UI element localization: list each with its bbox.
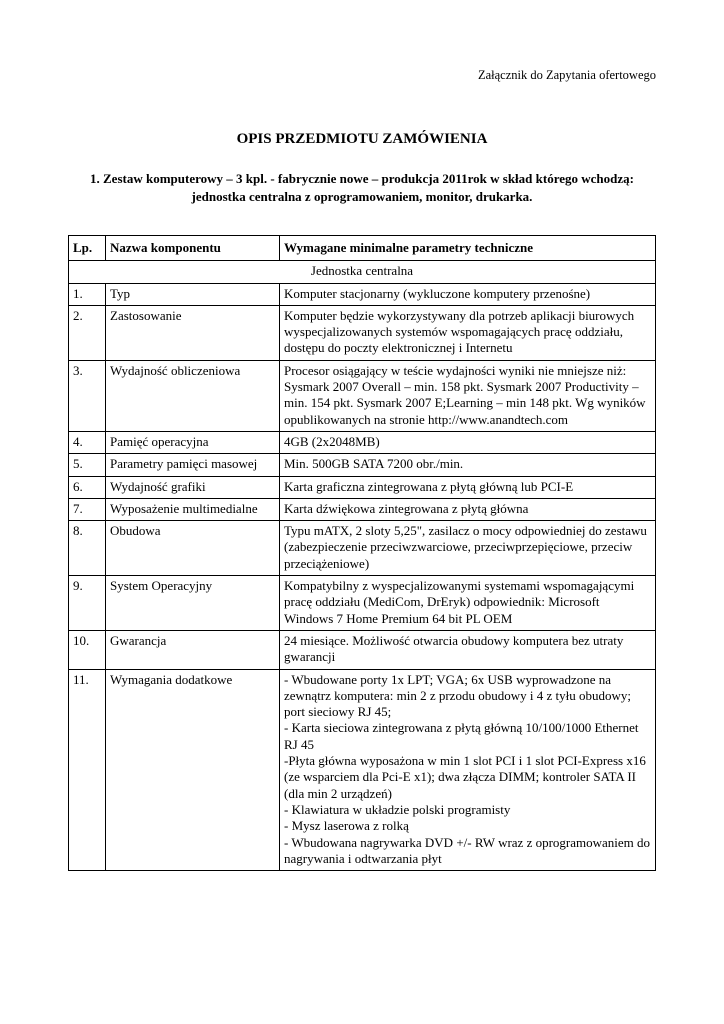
table-row [69, 498, 656, 520]
header-params: Wymagane minimalne parametry techniczne [280, 236, 656, 261]
table-row [69, 283, 656, 305]
spec-table [68, 235, 656, 871]
cell-name: Wymagania dodatkowe [106, 669, 280, 871]
cell-params: Typu mATX, 2 sloty 5,25", zasilacz o mocy odpowiedniej do zestawu (zabezpieczenie przeciwzwarciowe, przeciwprzepięciowe, przeciw przeciążeniowe) [280, 521, 656, 576]
section-title: Jednostka centralna [69, 261, 656, 283]
cell-lp: 10. [69, 630, 106, 669]
cell-lp: 5. [69, 454, 106, 476]
cell-params: Komputer stacjonarny (wykluczone komputery przenośne) [280, 283, 656, 305]
table-row [69, 630, 656, 669]
cell-name: System Operacyjny [106, 576, 280, 631]
cell-params: Karta graficzna zintegrowana z płytą główną lub PCI-E [280, 476, 656, 498]
cell-lp: 7. [69, 498, 106, 520]
cell-name: Parametry pamięci masowej [106, 454, 280, 476]
table-row [69, 476, 656, 498]
cell-name: Wyposażenie multimedialne [106, 498, 280, 520]
cell-name: Wydajność grafiki [106, 476, 280, 498]
cell-params: 24 miesiące. Możliwość otwarcia obudowy komputera bez utraty gwarancji [280, 630, 656, 669]
cell-lp: 4. [69, 431, 106, 453]
cell-name: Typ [106, 283, 280, 305]
cell-name: Wydajność obliczeniowa [106, 360, 280, 431]
table-row [69, 669, 656, 871]
cell-lp: 1. [69, 283, 106, 305]
cell-lp: 3. [69, 360, 106, 431]
table-row [69, 454, 656, 476]
cell-name: Zastosowanie [106, 305, 280, 360]
cell-params: Kompatybilny z wyspecjalizowanymi systemami wspomagającymi pracę oddziału (MediCom, DrEryk) odpowiednik: Microsoft Windows 7 Home Premium 64 bit PL OEM [280, 576, 656, 631]
table-row [69, 521, 656, 576]
header-lp: Lp. [69, 236, 106, 261]
cell-lp: 8. [69, 521, 106, 576]
cell-lp: 11. [69, 669, 106, 871]
page-title: OPIS PRZEDMIOTU ZAMÓWIENIA [236, 131, 488, 147]
cell-params: Min. 500GB SATA 7200 obr./min. [280, 454, 656, 476]
cell-name: Obudowa [106, 521, 280, 576]
section-row [69, 261, 656, 283]
table-header-row [69, 236, 656, 261]
cell-name: Gwarancja [106, 630, 280, 669]
cell-params: Procesor osiągający w teście wydajności wyniki nie mniejsze niż: Sysmark 2007 Overall – min. 158 pkt. Sysmark 2007 Productivity – min. 154 pkt. Sysmark 2007 E;Learning – min 148 pkt. Wg wyników opublikowanych na stronie http://www.anandtech.com [280, 360, 656, 431]
table-row [69, 576, 656, 631]
cell-params: - Wbudowane porty 1x LPT; VGA; 6x USB wyprowadzone na zewnątrz komputera: min 2 z przodu obudowy i 4 z tyłu obudowy; port sieciowy RJ 45; - Karta sieciowa zintegrowana z płytą główną 10/100/1000 Ethernet RJ 45 -Płyta główna wyposażona w min 1 slot PCI i 1 slot PCI-Express x16 (ze wsparciem dla Pci-E x1); dwa złącza DIMM; kontroler SATA II (dla min 2 urządzeń) - Klawiatura w układzie polski programisty - Mysz laserowa z rolką - Wbudowana nagrywarka DVD +/- RW wraz z oprogramowaniem do nagrywania i odtwarzania płyt [280, 669, 656, 871]
header-name: Nazwa komponentu [106, 236, 280, 261]
cell-name: Pamięć operacyjna [106, 431, 280, 453]
cell-lp: 6. [69, 476, 106, 498]
table-row [69, 431, 656, 453]
cell-params: Komputer będzie wykorzystywany dla potrzeb aplikacji biurowych wyspecjalizowanych systemów wspomagających pracę oddziału, dostępu do poczty elektronicznej i Internetu [280, 305, 656, 360]
table-row [69, 305, 656, 360]
subtitle: 1. Zestaw komputerowy – 3 kpl. - fabrycznie nowe – produkcja 2011rok w skład którego wchodzą: jednostka centralna z oprogramowaniem, monitor, drukarka. [90, 171, 634, 204]
cell-lp: 9. [69, 576, 106, 631]
table-row [69, 360, 656, 431]
annex-note: Załącznik do Zapytania ofertowego [477, 68, 656, 82]
cell-lp: 2. [69, 305, 106, 360]
cell-params: Karta dźwiękowa zintegrowana z płytą główna [280, 498, 656, 520]
cell-params: 4GB (2x2048MB) [280, 431, 656, 453]
